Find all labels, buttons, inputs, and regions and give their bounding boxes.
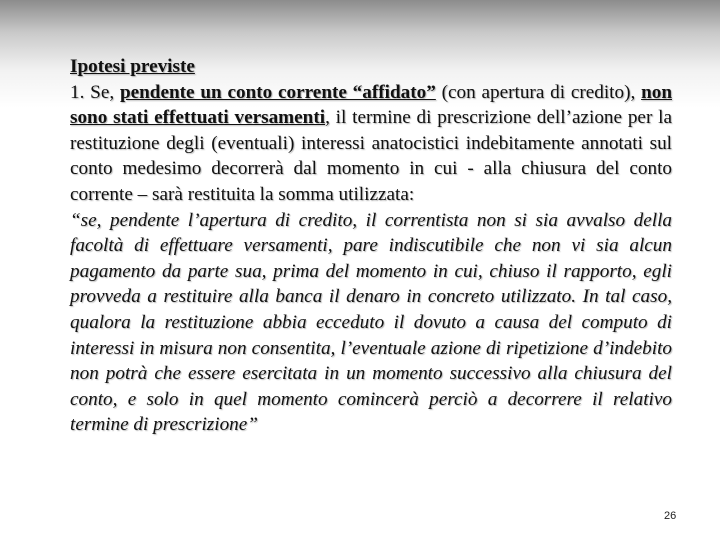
- case-law-quote: “se, pendente l’apertura di credito, il correntista non si sia avvalso della facoltà di effettuare versamenti, pare indiscutibile che non vi sia alcun pagamento da parte sua, prima del momento in cui, chiuso il rapporto, egli provveda a restituire alla banca il denaro in concreto utilizzato. In tal caso, qualora la restituzione abbia ecceduto il dovuto a causa del computo di interessi in misura non consentita, l’eventuale azione di ripetizione d’indebito non potrà che essere esercitata in un momento successivo alla chiusura del conto, e solo in quel momento comincerà perciò a decorrere il relativo termine di prescrizione”: [70, 209, 672, 436]
- emphasis-overdraft-account: pendente un conto corrente “affidato”: [119, 81, 436, 103]
- hypothesis-1-paragraph: [70, 80, 672, 208]
- slide-body: [70, 54, 672, 438]
- item-text-rest: , il termine di prescrizione dell’azione per la restituzione degli (eventuali) interessi anatocistici indebitamente annotati sul conto medesimo decorrerà dal momento in cui - alla chiusura del conto corrente – sarà restituita la somma utilizzata:: [70, 107, 672, 205]
- slide-heading: Ipotesi previste: [70, 56, 195, 77]
- page-number: 26: [664, 510, 677, 522]
- item-text-mid: (con apertura di credito),: [435, 81, 642, 103]
- item-number: 1. Se,: [70, 81, 120, 103]
- emphasis-no-deposits: non sono stati effettuati versamenti: [70, 81, 672, 129]
